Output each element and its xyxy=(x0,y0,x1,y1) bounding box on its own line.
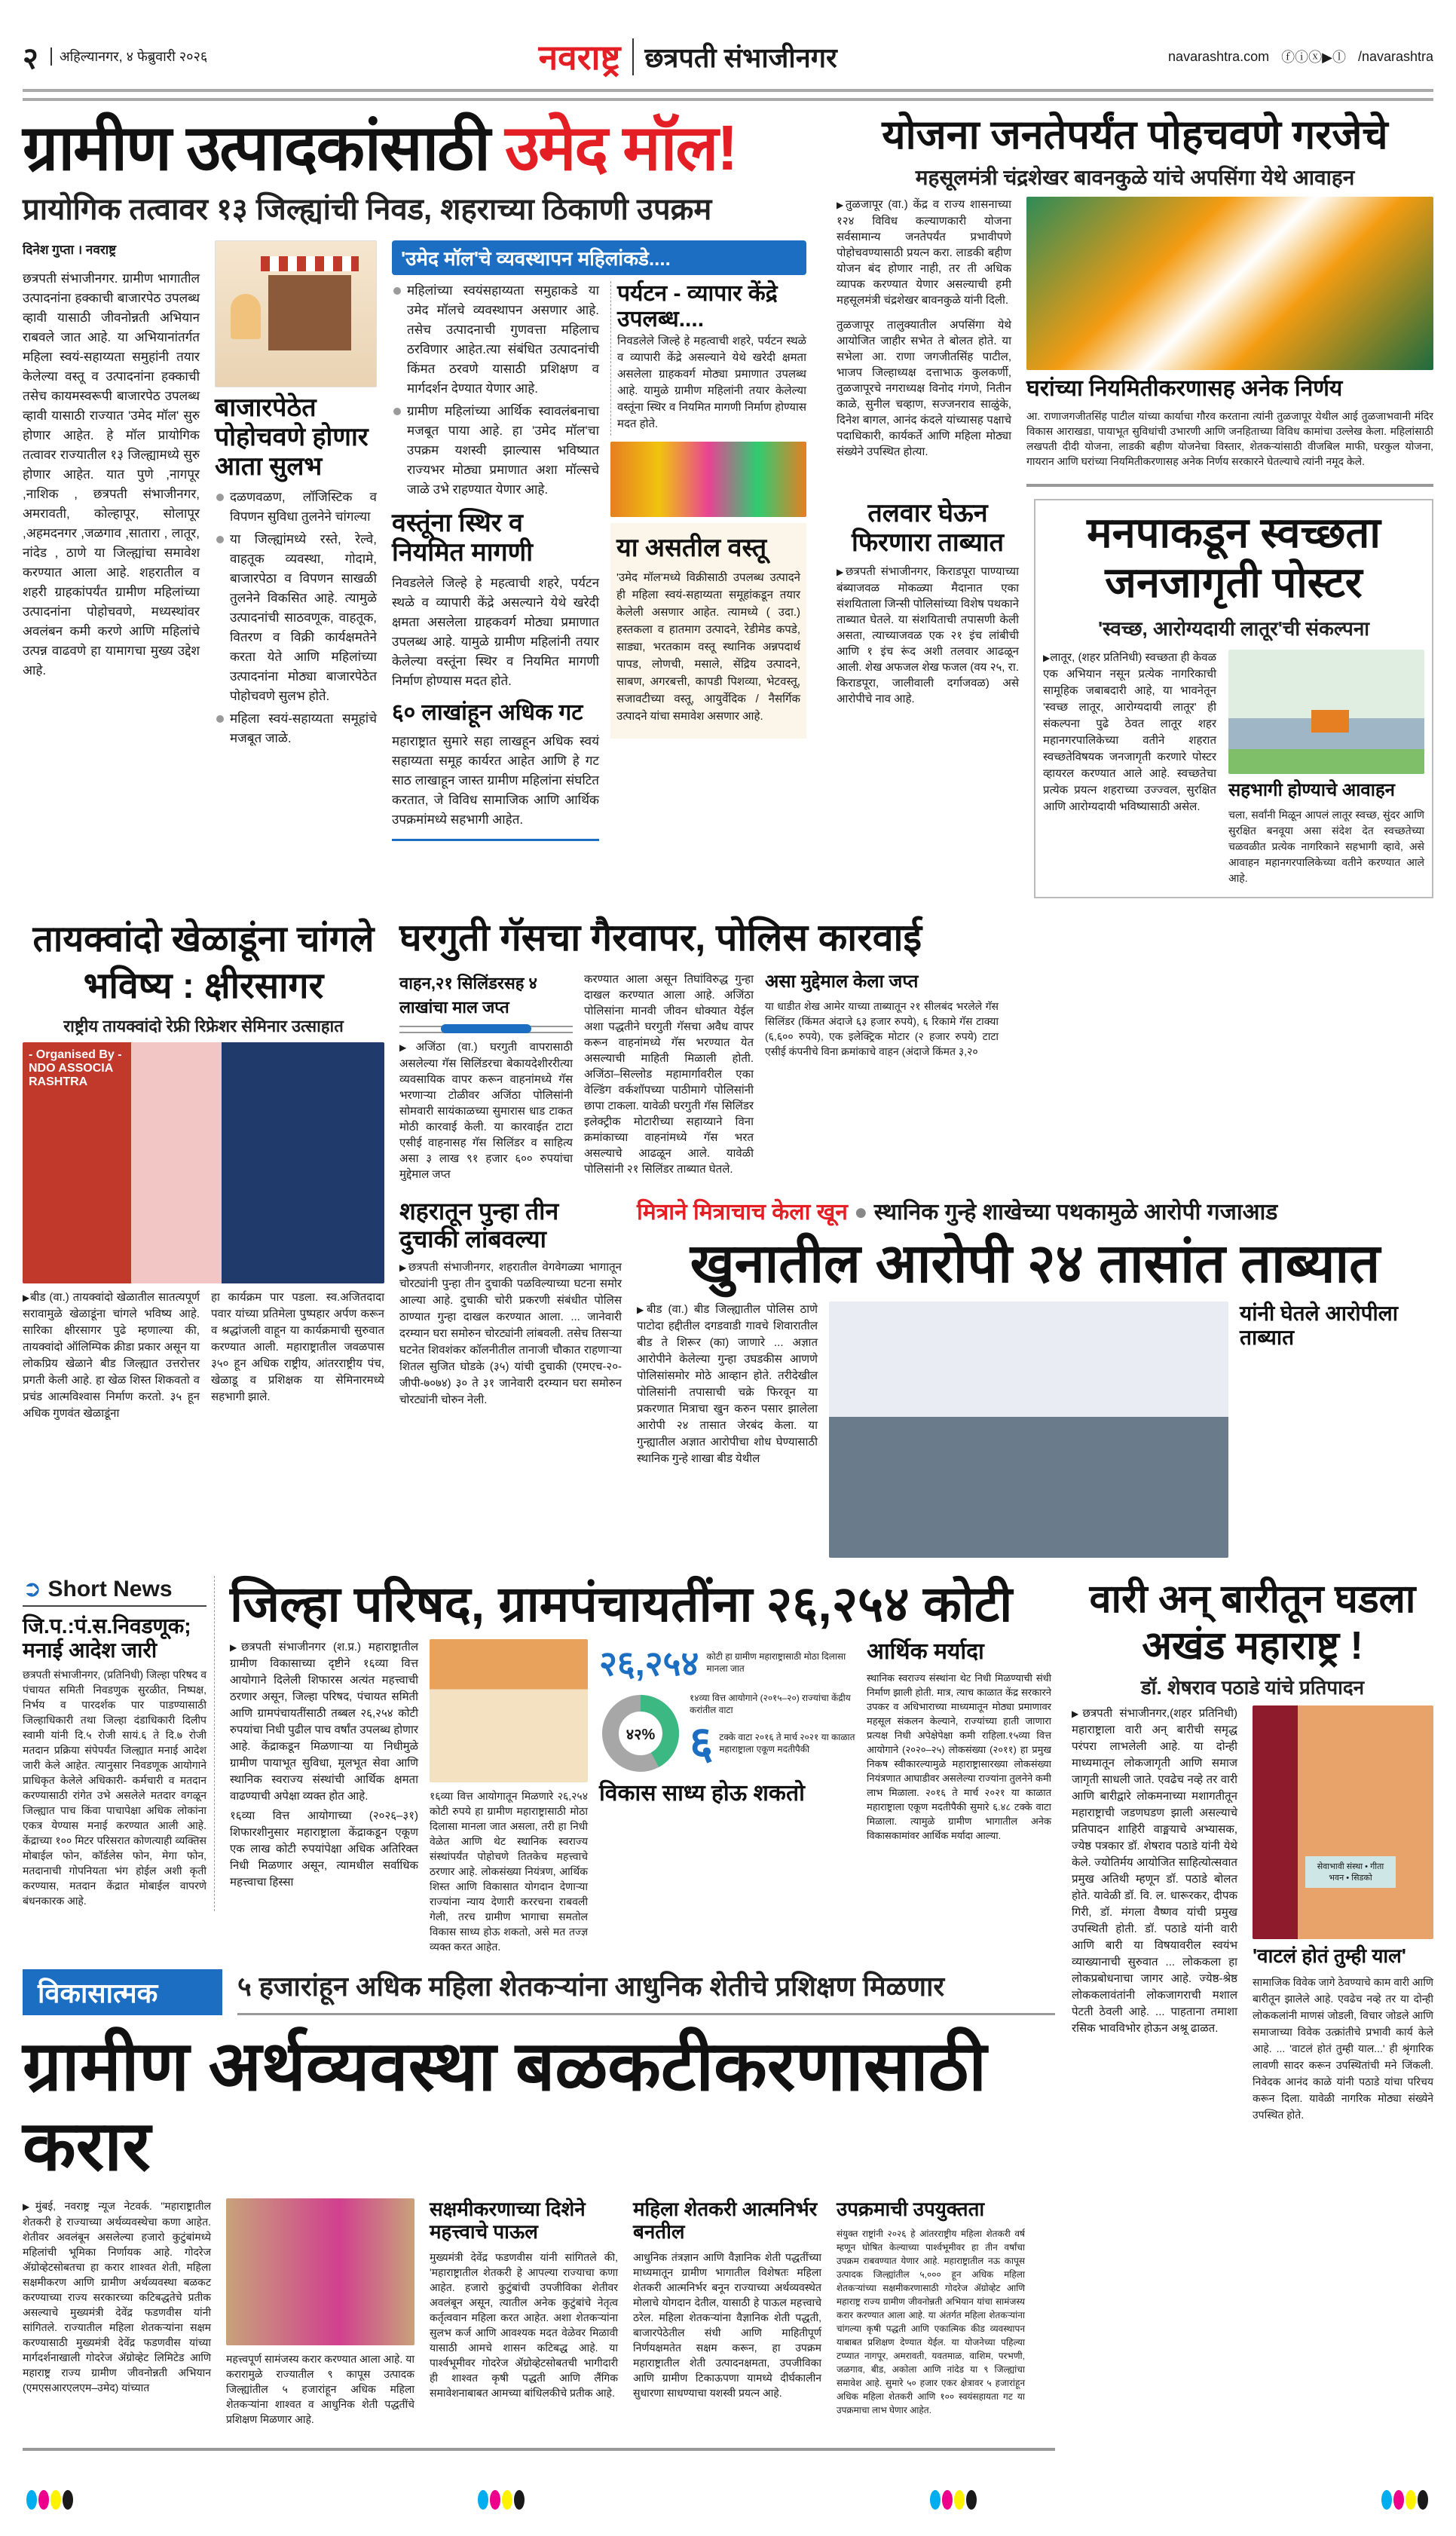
development-paragraph: १६व्या वित्त आयोगातून मिळणारे २६,२५४ कोटी रुपये हा ग्रामीण महाराष्ट्रासाठी मोठा दिलासा मानला जात असला, तरी हा निधी वेळेत आणि थेट स्थानिक स्वराज्य संस्थांपर्यंत पोहोचणे तितकेच महत्त्वाचे ठरणार आहे. लोकसंख्या नियंत्रण, आर्थिक शिस्त आणि विकासात योगदान देणाऱ्या राज्यांना न्याय देणारी कररचना राबवली गेली, तरच ग्रामीण भागाचा समतोल विकास साध्य होऊ शकतो, असे मत तज्ज्ञ व्यक्त करत आहेत. xyxy=(430,1789,588,1953)
photo-banner-text: - Organised By - NDO ASSOCIA RASHTRA xyxy=(29,1048,122,1089)
seminar-photo xyxy=(23,1042,384,1283)
wari-subheadline: डॉ. शेषराव पठाडे यांचे प्रतिपादन xyxy=(1140,1675,1365,1699)
regularisation-paragraph: आ. राणाजगजीतसिंह पाटील यांच्या कार्याचा गौरव करताना त्यांनी तुळजापूर येथील आई तुळजाभवानी मंदिर विकास आराखडा, पायाभूत सुविधांची उभारणी आणि जनहिताच्या विविध कामांचा उल्लेख केला. महिलांसाठी लखपती दीदी योजना, लाडकी बहीण योजनेचा विस्तार, शेतकऱ्यांसाठी वीजबिल माफी, घरकुल योजना, गायरान आणि घरांच्या नियमितीकरणासह अनेक निर्णय सरकारने घेतल्याचे त्यांनी नमूद केले. xyxy=(1026,409,1433,467)
talwar-body xyxy=(837,564,1019,710)
farm-paragraph: ▶ मुंबई, नवराष्ट्र न्यूज नेटवर्क. "महाराष्ट्रातील शेतकरी हे राज्याच्या अर्थव्यवस्थेचा कणा आहेत. शेतीवर अवलंबून असलेल्या हजारो कुटुंबांमध्ये महिलांची भूमिका निर्णायक आहे. गोदरेज ॲग्रोव्हेटसोबतचा हा करार शाश्वत शेती, महिला सक्षमीकरण आणि ग्रामीण अर्थव्यवस्था बळकट करण्याच्या राज्य सरकारच्या कटिबद्धतेचे प्रतीक असल्याचे मुख्यमंत्री देवेंद्र फडणवीस यांनी सांगितले. राज्यातील महिला शेतकऱ्यांना सक्षम करण्यासाठी मुख्यमंत्री देवेंद्र फडणवीस यांच्या मार्गदर्शनाखाली गोदरेज ॲग्रोव्हेट लिमिटेड आणि महाराष्ट्र राज्य ग्रामीण जीवनोन्नती अभियान (एमएसआरएलएम–उमेद) यांच्यात xyxy=(23,2198,211,2395)
social-icons[interactable] xyxy=(1281,47,1346,66)
info-big-caption: कोटी हा ग्रामीण महाराष्ट्रासाठी मोठा दिलासा मानला जात xyxy=(706,1650,846,1674)
self-reliance-body: आधुनिक तंत्रज्ञान आणि वैज्ञानिक शेती पद्धतींच्या माध्यमातून ग्रामीण भागातील विशेषतः महिला शेतकरी आत्मनिर्भर बनून राज्याच्या अर्थव्यवस्थेत मोलाचे योगदान देतील, यासाठी हे पाऊल महत्त्वाचे ठरेल. महिला शेतकऱ्यांना वैज्ञानिक शेती पद्धती, बाजारपेठेतील संधी आणि माहितीपूर्ण निर्णयक्षमतेत सक्षम करून, हा उपक्रम महाराष्ट्रातील शेती उत्पादनक्षमता, उपजीविका आणि ग्रामीण टिकाऊपणा यामध्ये दीर्घकालीन सुधारणा साधण्याचा यशस्वी प्रयत्न आहे. xyxy=(633,2251,821,2400)
groups-heading: ६० लाखांहून अधिक गट xyxy=(392,699,583,725)
empowerment-body: मुख्यमंत्री देवेंद्र फडणवीस यांनी सांगितले की, 'महाराष्ट्रातील शेतकरी हे आपल्या राज्याचा कणा आहेत. हजारो कुटुंबांची उपजीविका शेतीवर अवलंबून असून, त्यातील अनेक कुटुंबांचे नेतृत्व कर्तृत्ववान महिला करत आहेत. अशा शेतकऱ्यांना सुलभ कर्ज आणि आवश्यक मदत वेळेवर मिळावी यासाठी आमचे शासन कटिबद्ध आहे. या पार्श्वभूमीवर गोदरेज ॲग्रोव्हेटसोबतची भागीदारी ही शाश्वत कृषी पद्धती आणि लैंगिक समावेशनाबाबत आमच्या बांधिलकीचे प्रतीक आहे. xyxy=(430,2251,618,2400)
right-top xyxy=(837,112,1433,898)
registration-dot xyxy=(26,2490,37,2510)
registration-dot xyxy=(50,2490,61,2510)
self-reliance-heading: महिला शेतकरी आत्मनिर्भर बनतील xyxy=(633,2198,818,2244)
registration-dot xyxy=(1406,2490,1416,2510)
registration-dot-group xyxy=(26,2490,75,2513)
chief-minister-photo xyxy=(226,2198,414,2345)
podium-sign: सेवाभावी संस्था • गीता भवन • सिडको xyxy=(1305,1856,1396,1888)
short-news-section xyxy=(23,1576,215,1911)
participation-body xyxy=(1228,807,1424,889)
zp-headline: जिल्हा परिषद, ग्रामपंचायतींना २६,२५४ कोटी xyxy=(230,1575,1013,1632)
regularisation-heading: घरांच्या नियमितीकरणासह अनेक निर्णय xyxy=(1026,376,1343,402)
registration-dot xyxy=(1418,2490,1428,2510)
registration-dot xyxy=(490,2490,500,2510)
empowerment-heading: सक्षमीकरणाच्या दिशेने महत्त्वाचे पाऊल xyxy=(430,2198,586,2244)
market-bullets xyxy=(215,488,377,751)
bikes-body xyxy=(399,1259,622,1412)
taekwondo-subheadline: राष्ट्रीय तायक्वांदो रेफ्री रिफ्रेशर सेमिनार उत्साहात xyxy=(63,1016,344,1036)
taekwondo-body-left xyxy=(23,1289,200,1425)
youtube-icon[interactable]: ▶ xyxy=(1322,50,1332,65)
yojana-paragraph: ▶ तुळजापूर (वा.) केंद्र व राज्य शासनाच्या १२४ विविध कल्याणकारी योजना सर्वसामान्य जनतेपर्यंत प्रभावीपणे पोहोचवण्यासाठी प्रयत्न करा. लाडकी बहीण योजन बंद होणार नाही, तर ती अधिक व्यापक करण्यात येणार असल्याची हमी महसूलमंत्री चंद्रशेखर बावनकुळे यांनी दिली. xyxy=(837,197,1011,308)
bullet-item: महिलांच्या स्वयंसहाय्यता समुहाकडे या उमेद मॉलचे व्यवस्थापन असणार आहे. तसेच उत्पादनाची गुणवत्ता महिलाच ठरविणार आहेत.त्या संबंधित उत्पादनांची किंमत ठरवणे यासाठी प्रशिक्षण व मार्गदर्शन देण्यात येणार आहे. xyxy=(392,281,599,399)
items-box xyxy=(610,523,806,739)
gas-body-2 xyxy=(584,971,754,1180)
village-meeting-illustration xyxy=(430,1639,588,1782)
bikes-headline: शहरातून पुन्हा तीन दुचाकी लांबवल्या xyxy=(399,1198,559,1253)
registration-dot xyxy=(1393,2490,1404,2510)
registration-dot xyxy=(502,2490,512,2510)
registration-dot xyxy=(966,2490,977,2510)
management-banner: 'उमेद मॉल'चे व्यवस्थापन महिलांकडे.... xyxy=(392,240,806,275)
short-news-headline: जि.प.:पं.स.निवडणूक; मनाई आदेश जारी xyxy=(23,1614,191,1663)
lower-section xyxy=(23,1576,1433,2457)
tourism-heading: पर्यटन - व्यापार केंद्रे उपलब्ध.... xyxy=(617,280,778,332)
facebook-icon[interactable]: ⓕ xyxy=(1281,50,1295,65)
tourism-body: निवडलेले जिल्हे हे महत्वाची शहरे, पर्यटन स्थळे व व्यापारी केंद्रे असल्याने येथे खरेदी क्षमता असलेला ग्राहकवर्ग मोठ्या प्रमाणात उपलब्ध आहे. यामुळे ग्रामीण महिलांनी तयार केलेल्या वस्तूंना स्थिर व नियमित मागणी निर्माण होण्यास मदत होते. xyxy=(617,334,806,430)
x-icon[interactable]: ⓧ xyxy=(1308,50,1323,65)
top-section xyxy=(23,112,1433,898)
registration-dot xyxy=(38,2490,49,2510)
participation-heading: सहभागी होण्याचे आवाहन xyxy=(1228,780,1396,801)
farm-paragraph: महत्त्वपूर्ण सामंजस्य करार करण्यात आला आहे. या करारामुळे राज्यातील ९ कापूस उत्पादक जिल्ह्यांतील ५ हजारांहून अधिक महिला शेतकऱ्यांना शाश्वत व आधुनिक शेती पद्धतींचे प्रशिक्षण मिळणार आहे. xyxy=(226,2353,414,2426)
development-heading: विकास साध्य होऊ शकतो xyxy=(599,1780,805,1806)
zp-infographic xyxy=(599,1639,855,1807)
section-tag: विकासात्मक xyxy=(23,1969,222,2015)
registration-dot-group xyxy=(1381,2490,1430,2513)
regularisation-body xyxy=(1026,408,1433,472)
wari-body xyxy=(1072,1705,1237,2040)
linkedin-icon[interactable]: ⓛ xyxy=(1332,50,1346,65)
yojana-body xyxy=(837,197,1011,463)
latur-body xyxy=(1043,650,1216,818)
demand-heading: वस्तूंना स्थिर व नियमित मागणी xyxy=(392,508,534,567)
yojana-paragraph: तुळजापूर तालुक्यातील अपसिंगा येथे आयोजित जाहीर सभेत ते बोलत होते. या सभेला आ. राणा जगजीतसिंह पाटील, भाजप जिल्हाध्यक्ष दत्ताभाऊ कुलकर्णी, तुळजापूरचे नगराध्यक्ष विनोद गंगणे, नितीन काळे, सुनील चव्हाण, सज्जनराव साळुंके, दिनेश बागल, आनंद कंदले यांच्यासह पक्षाचे पदाधिकारी, कार्यकर्ते आणि महिला मोठ्या संख्येने उपस्थित होत्या. xyxy=(837,319,1011,459)
zp-body xyxy=(230,1639,418,1894)
info-big-number: २६,२५४ xyxy=(599,1643,699,1683)
bullet-item: ग्रामीण महिलांच्या आर्थिक स्वावलंबनाचा मजबूत पाया आहे. हा 'उमेद मॉल'चा उपक्रम यशस्वी झाल्यास भविष्यात राज्यभर मोठ्या प्रमाणात अशा मॉल्सचे जाळे उभे राहण्यात येणार आहे. xyxy=(392,402,599,500)
wari-story xyxy=(1072,1576,1433,2126)
edition-name: छत्रपती संभाजीनगर xyxy=(632,38,837,75)
women-shg-photo xyxy=(610,442,806,517)
farm-body-1 xyxy=(23,2198,211,2398)
talwar-headline: तलवार घेऊन फिरणारा ताब्यात xyxy=(852,498,1004,557)
limit-body xyxy=(867,1671,1051,1846)
gas-paragraph: ▶ अजिंठा (वा.) घरगुती वापरासाठी असलेल्या गॅस सिलिंडरचा बेकायदेशीररीत्या व्यवसायिक वापर करून वाहनांमध्ये गॅस भरणाऱ्या टोळीवर अजिंठा पोलिसांनी सोमवारी सायंकाळच्या सुमारास धाड टाकत मोठी कारवाई केली. या कारवाईत टाटा एसीई वाहनासह गॅस सिलिंडर व साहित्य असा ३ लाख ९१ हजार ६०० रुपयांचा मुद्देमाल जप्त xyxy=(399,1039,573,1182)
market-illustration xyxy=(215,240,377,387)
lead-body xyxy=(23,240,200,684)
bullet-item: दळणवळण, लॉजिस्टिक व विपणन सुविधा तुलनेने चांगल्या xyxy=(215,488,377,527)
bullet-item: महिला स्वयं-सहाय्यता समूहांचे मजबूत जाळे. xyxy=(215,709,377,748)
newspaper-logo: नवराष्ट्र xyxy=(538,38,621,77)
middle-section xyxy=(23,916,1433,1558)
registration-dot xyxy=(954,2490,965,2510)
murder-body xyxy=(637,1302,818,1470)
social-handle: /navarashtra xyxy=(1357,48,1434,64)
development-body xyxy=(430,1788,588,1957)
taekwondo-paragraph: हा कार्यक्रम पार पडला. स्व.अजितदादा पवार यांच्या प्रतिमेला पुष्पहार अर्पण करून व श्रद्धांजली वाहून या कार्यक्रमाची सुरुवात करण्यात आली. महाराष्ट्रातील जवळपास ३५० हून अधिक राष्ट्रीय, आंतरराष्ट्रीय पंच, खेळाडू व प्रशिक्षक या सेमिनारमध्ये सहभागी झाले. xyxy=(211,1291,384,1404)
latur-box xyxy=(1034,499,1433,898)
zp-paragraph: १६व्या वित्त आयोगाच्या (२०२६–३१) शिफारशीनुसार महाराष्ट्राला केंद्राकडून एकूण एक लाख कोटी रुपयांपेक्षा अधिक अतिरिक्त निधी मिळणार असून, त्यामधील सर्वाधिक महत्त्वाचा हिस्सा xyxy=(230,1809,418,1889)
registration-marks xyxy=(23,2475,1433,2513)
seized-body xyxy=(765,999,999,1062)
gas-body-1 xyxy=(399,1039,573,1185)
registration-dot xyxy=(1381,2490,1392,2510)
items-body: 'उमेद मॉल'मध्ये विक्रीसाठी उपलब्ध उत्पादने ही महिला स्वयं-सहाय्यता समूहांकडून तयार केलेली असणार आहेत. त्यामध्ये ( उदा.) हस्तकला व हातमाग उत्पादने, रेडीमेड कपडे, साड्या, भरतकाम वस्तू स्थानिक अन्नपदार्थ पापड, लोणची, मसाले, सेंद्रिय उत्पादने, साबण, अगरबत्ती, कापडी पिशव्या, भेटवस्तू, सजावटीच्या वस्तू, आयुर्वेदिक / नैसर्गिक उत्पादने यांचा समावेश असणार आहे. xyxy=(616,571,800,723)
registration-dot xyxy=(514,2490,525,2510)
latur-subheadline: 'स्वच्छ, आरोग्यदायी लातूर'ची संकल्पना xyxy=(1098,616,1369,640)
items-heading: या असतील वस्तू xyxy=(616,533,767,562)
donut-caption: १४व्या वित्त आयोगाने (२०१५–२०) राज्यांचा केंद्रीय करांतील वाटा xyxy=(690,1692,851,1715)
farm-col-4 xyxy=(633,2198,821,2403)
masthead xyxy=(23,30,1433,83)
limit-paragraph: स्थानिक स्वराज्य संस्थांना थेट निधी मिळण्याची संधी निर्माण झाली होती. मात्र, त्याच काळात केंद्र सरकारने उपकर व अधिभाराच्या माध्यमातून मोठ्या प्रमाणावर महसूल संकलन केल्याने, राज्यांच्या हाती जाणारा प्रत्यक्ष निधी अपेक्षेपेक्षा कमी राहिला.१५व्या वित्त आयोगाने (२०२०–२५) लोकसंख्या (२०११) हा प्रमुख निकष स्वीकारल्यामुळे महाराष्ट्रासारख्या लोकसंख्या नियंत्रणात आघाडीवर असलेल्या राज्यांना तुलनेने कमी लाभ मिळाला. २०१६ ते मार्च २०२१ या काळात महाराष्ट्राला एकूण मदतीपैकी सुमारे ६.४८ टक्के वाटा मिळाला. त्यामुळे ग्रामीण भागातील अनेक विकासकामांवर आर्थिक मर्यादा आल्या. xyxy=(867,1672,1051,1842)
registration-dot-group xyxy=(478,2490,526,2513)
info-six: ६ xyxy=(690,1717,714,1768)
short-news-body: छत्रपती संभाजीनगर, (प्रतिनिधी) जिल्हा परिषद व पंचायत समिती निवडणुक सुरळीत, निष्पक्ष, निर्भय व पारदर्शक पार पाडण्यासाठी जिल्हाधिकारी तथा जिल्हा दंडाधिकारी दिलीप स्वामी यांनी दि.५ रोजी सायं.६ ते दि.७ रोजी मतदान प्रक्रिया संपेपर्यंत जिल्ह्यात मनाई आदेश जारी केले आहेत. त्यानुसार निवडणूक आयोगाने प्राधिकृत केलेले अधिकारी- कर्मचारी व मतदान करण्यासाठी रांगेत उभे असलेले मतदार वगळून जिल्ह्यात पाच किंवा पाचापेक्षा अधिक लोकांना एकत्र येण्यास मनाई करण्यात आली आहे. केंद्राच्या १०० मिटर परिसरात कोणत्याही व्यक्तिस मोबाईल फोन, कॉर्डलेस फोन, मेगा फोन, मतदानाची गोपनियता भंग होईल अशी कृती करण्यास, मतदान केंद्रात मोबाईल वापरणे बंधनकारक आहे. xyxy=(23,1669,206,1907)
lavani-body xyxy=(1253,1974,1433,2126)
latur-paragraph: ▶ लातूर, (शहर प्रतिनिधी) स्वच्छता ही केवळ एक अभियान नसून प्रत्येक नागरिकाची सामूहिक जबाबदारी आहे, या भावनेतून 'स्वच्छ लातूर, आरोग्यदायी लातूर' ही संकल्पना पुढे ठेवत लातूर शहर महानगरपालिकेच्या वतीने शहरात स्वच्छतेविषयक जनजागृती करणारे पोस्टर व्हायरल करण्यात आले आहे. स्वच्छतेचा प्रत्येक प्रयत्न शहराच्या उज्ज्वल, सुरक्षित आणि आरोग्यदायी भविष्यासाठी असेल. xyxy=(1043,650,1216,815)
farm-body-2 xyxy=(226,2351,414,2430)
latur-headline: मनपाकडून स्वच्छता जनजागृती पोस्टर xyxy=(1087,508,1381,606)
lead-headline-red: उमेद मॉल! xyxy=(505,112,737,183)
murder-paragraph: ▶ बीड (वा.) बीड जिल्ह्यातील पोलिस ठाणे पाटोदा हद्दीतील दगडवाडी गावचे शिवारातील बीड ते शिरूर (का) जाणारे ... अज्ञात आरोपीने केलेल्या गुन्हा उघडकीस आणणे पोलिसांसमोर मोठे आव्हान होते. तरीदेखील पोलिसांनी तपासाची चक्रे फिरवून या प्रकरणात मित्राचा खुन करुन पसार झालेला आरोपी २४ तासात जेरबंद केला. या गुन्ह्यातील अज्ञात आरोपीचा शोध घेण्यासाठी स्थानिक गुन्हे शाखा बीड येथील xyxy=(637,1302,818,1467)
taekwondo-story xyxy=(23,916,384,1426)
cleaning-illustration xyxy=(1228,650,1424,774)
registration-dot xyxy=(930,2490,941,2510)
bullet-item: या जिल्ह्यांमध्ये रस्ते, रेल्वे, वाहतूक व्यवस्था, गोदामे, बाजारपेठा व विपणन साखळी तुलनेने विकसित आहे. त्यामुळे उत्पादनांची साठवणूक, वाहतूक, वितरण व विक्री कार्यक्षमतेने करता येते आणि महिलांच्या उत्पादनांना मोठ्या बाजारपेठेत पोहोचवणे सुलभ होते. xyxy=(215,530,377,706)
gas-headline: घरगुती गॅसचा गैरवापर, पोलिस कारवाई xyxy=(399,916,922,959)
registration-dot xyxy=(63,2490,73,2510)
demand-body xyxy=(392,574,599,694)
usefulness-body: संयुक्त राष्ट्रांनी २०२६ हे आंतरराष्ट्रीय महिला शेतकरी वर्ष म्हणून घोषित केल्याच्या पार्श्वभूमीवर हा तीन वर्षांचा उपक्रम राबवण्यात येणार आहे. महाराष्ट्रातील नऊ कापूस उत्पादक जिल्ह्यांतील ५,००० हून अधिक महिला शेतकऱ्यांच्या सक्षमीकरणासाठी गोदरेज ॲग्रोव्हेट आणि महाराष्ट्र राज्य ग्रामीण जीवनोन्नती अभियान यांचा सामंजस्य करार करण्यात आला आहे. या अंतर्गत महिला शेतकऱ्यांना चांगल्या कृषी पद्धती आणि एकात्मिक कीड व्यवस्थापन याबाबत प्रशिक्षण देण्यात येईल. या योजनेच्या पहिल्या टप्प्यात नागपूर, अमरावती, यवतमाळ, वाशिम, परभणी, जळगाव, बीड, अकोला आणि नांदेड या ९ जिल्ह्यांचा समावेश आहे. सुमारे ५० हजार एकर क्षेत्रावर ५ हजारांहून अधिक महिला शेतकरी आणि १०० स्वयंसहायता गट या उपक्रमाचा लाभ घेणार आहेत. xyxy=(837,2229,1025,2416)
masthead-rule xyxy=(23,89,1433,101)
limit-heading: आर्थिक मर्यादा xyxy=(867,1638,984,1664)
kicker-black: स्थानिक गुन्हे शाखेच्या पथकामुळे आरोपी गजाआड xyxy=(873,1200,1278,1225)
page-number: २ xyxy=(23,41,38,75)
tourism-box xyxy=(610,281,806,436)
farm-headline: ग्रामीण अर्थव्यवस्था बळकटीकरणासाठी करार xyxy=(23,2027,987,2185)
instagram-icon[interactable]: ⓘ xyxy=(1295,50,1309,65)
yojana-subheadline: महसूलमंत्री चंद्रशेखर बावनकुळे यांचे अपसिंगा येथे आवाहन xyxy=(915,166,1355,190)
lead-paragraph: छत्रपती संभाजीनगर. ग्रामीण भागातील उत्पादनांना हक्काची बाजारपेठ उपलब्ध व्हावी यासाठी जीवनोन्नती अभियान राबवले जात आहे. या अभियानांतर्गत महिला स्वयं-सहाय्यता समुहांनी तयार केलेल्या वस्तू व उत्पादनांना हक्काची तसेच कायमस्वरूपी बाजारपेठ उपलब्ध व्हावी यासाठी राज्यात 'उमेद मॉल' सुरु होणार आहेत. हे मॉल प्रायोगिक तत्वावर राज्यातील १३ जिल्ह्यामध्ये सुरु होणार आहेत. यात पुणे ,नागपूर ,नाशिक , छत्रपती संभाजीनगर, अमरावती, कोल्हापूर, सोलापूर ,अहमदनगर ,जळगाव ,सातारा , लातूर, नांदेड , ठाणे या जिल्ह्यांचा समावेश करण्यात आला आहे. शहरातील व शहरी ग्राहकांपर्यंत ग्रामीण महिलांच्या उत्पादनांना पोहोचवणे, मध्यस्थांवर अवलंबन कमी करणे आणि महिलांचे उत्पन्न वाढवणे हा यामागचा मुख्य उद्देश आहे. xyxy=(23,271,200,678)
gas-divider xyxy=(399,1026,573,1033)
byline: दिनेश गुप्ता । नवराष्ट्र xyxy=(23,242,117,257)
murder-kicker: मित्राने मित्राचाच केला खून ● स्थानिक गुन्हे शाखेच्या पथकामुळे आरोपी गजाआड xyxy=(637,1200,1278,1225)
short-news-label-text: Short News xyxy=(47,1576,173,1601)
gas-paragraph: करण्यात आला असून तिघांविरुद्ध गुन्हा दाखल करण्यात आला आहे. अजिंठा पोलिसांना मानवी जीवन धोक्यात येईल अशा पद्धतीने घरगुती गॅसचा अवैध वापर करून वाहनांमध्ये गॅस भरण्यात येत असल्याची माहिती मिळाली होती. अजिंठा–सिल्लोड महामार्गावरील एका वेल्डिंग वर्कशॉपच्या पाठीमागे पोलिसांनी छापा टाकला. यावेळी घरगुती गॅस सिलिंडर इलेक्ट्रीक मोटारीच्या सहाय्याने विना क्रमांकाच्या वाहनांमध्ये गॅस भरत असल्याचे आढळून आले. यावेळी पोलिसांनी २१ सिलिंडर ताब्यात घेतले. xyxy=(584,973,754,1176)
farm-kicker: ५ हजारांहून अधिक महिला शेतकऱ्यांना आधुनिक शेतीचे प्रशिक्षण मिळणार xyxy=(237,1969,1055,2015)
police-team-photo xyxy=(829,1302,1228,1558)
arrow-icon: ➲ xyxy=(23,1576,42,1601)
farm-col-5 xyxy=(837,2198,1025,2420)
management-bullets xyxy=(392,281,599,503)
lead-story xyxy=(23,112,821,841)
lead-subheadline: प्रायोगिक तत्वावर १३ जिल्ह्यांची निवड, शहराच्या ठिकाणी उपक्रम xyxy=(23,192,712,226)
bikes-paragraph: ▶ छत्रपती संभाजीनगर, शहरातील वेगवेगळ्या भागातून चोरट्यांनी पुन्हा तीन दुचाकी पळविल्याच्या घटना समोर आल्या आहे. दुचाकी चोरी प्रकरणी संबंधीत पोलिस ठाण्यात गुन्हा दाखल करण्यात आला. ... जानेवारी दरम्यान घरा समोरुन चोरट्यांनी लांबवली. तसेच तिसऱ्या घटनेत शिवशंकर कॉलनीतील तानाजी चौकात राहणाऱ्या शितल सुजित घोडके (३५) यांची दुचाकी (एमएच-२०-जीपी-७०७४) ३० ते ३१ जानेवारी दरम्यान घरा समोरुन चोरट्यांनी चोरुन नेली. xyxy=(399,1259,622,1409)
taekwondo-paragraph: ▶ बीड (वा.) तायक्वांदो खेळातील सातत्यपूर्ण सरावामुळे खेळाडूंना चांगले भविष्य आहे. सारिका क्षीरसागर पुढे म्हणाल्या की, तायक्वांदो ऑलिम्पिक क्रीडा प्रकार असून या लोकप्रिय खेळाने बीड जिल्ह्यात उत्तरोत्तर प्रगती केली आहे. हा खेळ शिस्त शिकवतो व प्रचंड आत्मविश्वास निर्माण करतो. ३५ हून अधिक गुणवंत खेळाडूंना xyxy=(23,1289,200,1422)
arrest-heading: यांनी घेतले आरोपीला ताब्यात xyxy=(1240,1301,1399,1350)
registration-dot-group xyxy=(930,2490,978,2513)
talwar-paragraph: ▶ छत्रपती संभाजीनगर, किराडपूरा पाण्याच्या बंब्याजवळ मोकळ्या मैदानात एका संशयिताला जिन्सी पोलिसांच्या विशेष पथकाने ताब्यात घेतले. या संशयिताची तपासणी केली असता, त्याच्याजवळ एक २१ इंच लांबीची आणि १ इंच रूंद अशी तलवार आढळून आली. शेख अफजल शेख फजल (वय २५, रा. किराडपूरा, जालीवाली दर्गाजवळ) असे आरोपीचे नाव आहे. xyxy=(837,564,1019,707)
demand-paragraph: निवडलेले जिल्हे हे महत्वाची शहरे, पर्यटन स्थळे व व्यापारी केंद्रे असल्याने येथे खरेदी क्षमता असलेला ग्राहकवर्ग मोठ्या प्रमाणात उपलब्ध आहे. यामुळे ग्रामीण महिलांनी तयार केलेल्या वस्तूंना स्थिर व नियमित मागणी निर्माण होण्यास मदत होते. xyxy=(392,575,599,688)
donut-label: ४२% xyxy=(626,1726,656,1743)
participation-paragraph: चला, सर्वांनी मिळून आपलं लातूर स्वच्छ, सुंदर आणि सुरक्षित बनवूया असा संदेश देत स्वच्छतेच्या चळवळीत प्रत्येक नागरिकाने सहभागी व्हावे, असे आवाहन महानगरपालिकेच्या वतीने करण्यात आले आहे. xyxy=(1228,808,1424,884)
registration-dot xyxy=(942,2490,953,2510)
lead-headline xyxy=(23,112,821,185)
wari-paragraph: ▶ छत्रपती संभाजीनगर,(शहर प्रतिनिधी) महाराष्ट्राला वारी अन् बारीची समृद्ध परंपरा लाभलेली आहे. या दोन्ही माध्यमातून लोकजागृती आणि समाज जागृती साधली जाते. एवढेच नव्हे तर वारी आणि बारीद्वारे लोकमनाच्या मशागतीतून महाराष्ट्राची जडणघडण झाली असल्याचे प्रतिपादन शाहिरी वाङ्मयाचे अभ्यासक, ज्येष्ठ पत्रकार डॉ. शेषराव पठाडे यांनी येथे केले. ज्योतिर्मय आयोजित साहित्योत्सवात प्रमुख अतिथी म्हणून डॉ. पठाडे बोलत होते. यावेळी डॉ. वि. ल. धारूरकर, दीपक गिरी, डॉ. मंगला वैष्णव यांची प्रमुख उपस्थिती होती. डॉ. पठाडे यांनी वारी आणि बारी या विषयावरील स्वयंभ व्याख्यानाची सुरुवात ... लोककला हा लोकप्रबोधनाचा जागर आहे. ज्येष्ठ-श्रेष्ठ लोककलावंतांनी लोकजागराची मशाल पेटती ठेवली आहे. ... पाहताना तमाशा रसिक भावविभोर होऊन अश्रू ढाळत. xyxy=(1072,1705,1237,2037)
seized-paragraph: या धाडीत शेख आमेर याच्या ताब्यातून २१ सीलबंद भरलेले गॅस सिलिंडर (किंमत अंदाजे ६३ हजार रुपये), ६ रिकामे गॅस टाक्या (६,६०० रुपये), एक इलेक्ट्रिक मोटार (२ हजार रुपये) टाटा एसीई कंपनीचे विना क्रमांकाचे वाहन (अंदाजे किंमत ३,२० xyxy=(765,999,999,1057)
speaker-photo xyxy=(1253,1705,1433,1939)
section-divider xyxy=(392,839,599,841)
seized-heading: असा मुद्देमाल केला जप्त xyxy=(765,971,919,993)
taekwondo-body-right xyxy=(211,1289,384,1409)
yojana-headline: योजना जनतेपर्यंत पोहचवणे गरजेचे xyxy=(882,112,1388,158)
bottom-rule xyxy=(23,2448,1055,2451)
murder-headline: खुनातील आरोपी २४ तासांत ताब्यात xyxy=(690,1234,1381,1295)
info-six-caption: टक्के वाटा २०१६ ते मार्च २०२१ या काळात महाराष्ट्राला एकूण मदतीपैकी xyxy=(719,1731,855,1754)
groups-paragraph: महाराष्ट्रात सुमारे सहा लाखहून अधिक स्वयं सहाय्यता समूह कार्यरत आहेत आणि हे गट साठ लाखाहून जास्त ग्रामीण महिलांना संघटित करतात, जे विविध सामाजिक आणि आर्थिक उपक्रमांमध्ये सहभागी आहेत. xyxy=(392,734,599,827)
website-link[interactable]: navarashtra.com xyxy=(1168,48,1270,64)
short-news-label xyxy=(23,1576,206,1607)
kicker-red: मित्राने मित्राचाच केला खून xyxy=(637,1200,848,1225)
lead-headline-black: ग्रामीण उत्पादकांसाठी xyxy=(23,112,489,183)
lavani-paragraph: सामाजिक विवेक जागे ठेवण्याचे काम वारी आणि बारीतून झालेले आहे. एवढेच नव्हे तर या दोन्ही लोककलांनी माणसं जोडली, विचार जोडले आणि समाजाच्या विवेक उत्क्रांतीचे प्रभावी कार्य केले आहे. ... 'वाटलं होतं तुम्ही याल...' ही श्रृंगारिक लावणी सादर करून उपस्थितांची मने जिंकली. निवेदक आनंद काळे यांनी पठाडे यांचा परिचय करून दिला. यावेळी नागरिक मोठ्या संख्येने उपस्थित होते. xyxy=(1253,1976,1433,2121)
divider xyxy=(1026,484,1433,487)
lavani-heading: 'वाटलं होतं तुम्ही याल' xyxy=(1253,1944,1406,1968)
rally-photo xyxy=(1026,197,1433,370)
gas-box-heading: वाहन,२१ सिलिंडरसह ४ लाखांचा माल जप्त xyxy=(399,974,537,1017)
market-heading: बाजारपेठेत पोहोचवणे होणार आता सुलभ xyxy=(215,393,369,481)
registration-dot xyxy=(478,2490,488,2510)
groups-body xyxy=(392,732,599,833)
taekwondo-headline: तायक्वांदो खेळाडूंना चांगले भविष्य : क्षीरसागर xyxy=(32,919,375,1006)
usefulness-heading: उपक्रमाची उपयुक्तता xyxy=(837,2198,985,2221)
wari-headline: वारी अन् बारीतून घडला अखंड महाराष्ट्र ! xyxy=(1089,1577,1416,1668)
dateline: अहिल्यानगर, ४ फेब्रुवारी २०२६ xyxy=(50,47,207,66)
farm-col-3 xyxy=(430,2198,618,2403)
zp-paragraph: ▶ छत्रपती संभाजीनगर (श.प्र.) महाराष्ट्रातील ग्रामीण विकासाच्या दृष्टीने १६व्या वित्त आयोगाने दिलेली शिफारस अत्यंत महत्त्वाची ठरणार असून, जिल्हा परिषद, पंचायत समिती आणि ग्रामपंचायतींसाठी तब्बल २६,२५४ कोटी रुपयांचा निधी पुढील पाच वर्षांत उपलब्ध होणार आहे. केंद्राकडून मिळणाऱ्या या निधीमुळे ग्रामीण पायाभूत सुविधा, मूलभूत सेवा आणि स्थानिक स्वराज्य संस्थांची आर्थिक क्षमता वाढण्याची अपेक्षा व्यक्त होत आहे. xyxy=(230,1639,418,1805)
